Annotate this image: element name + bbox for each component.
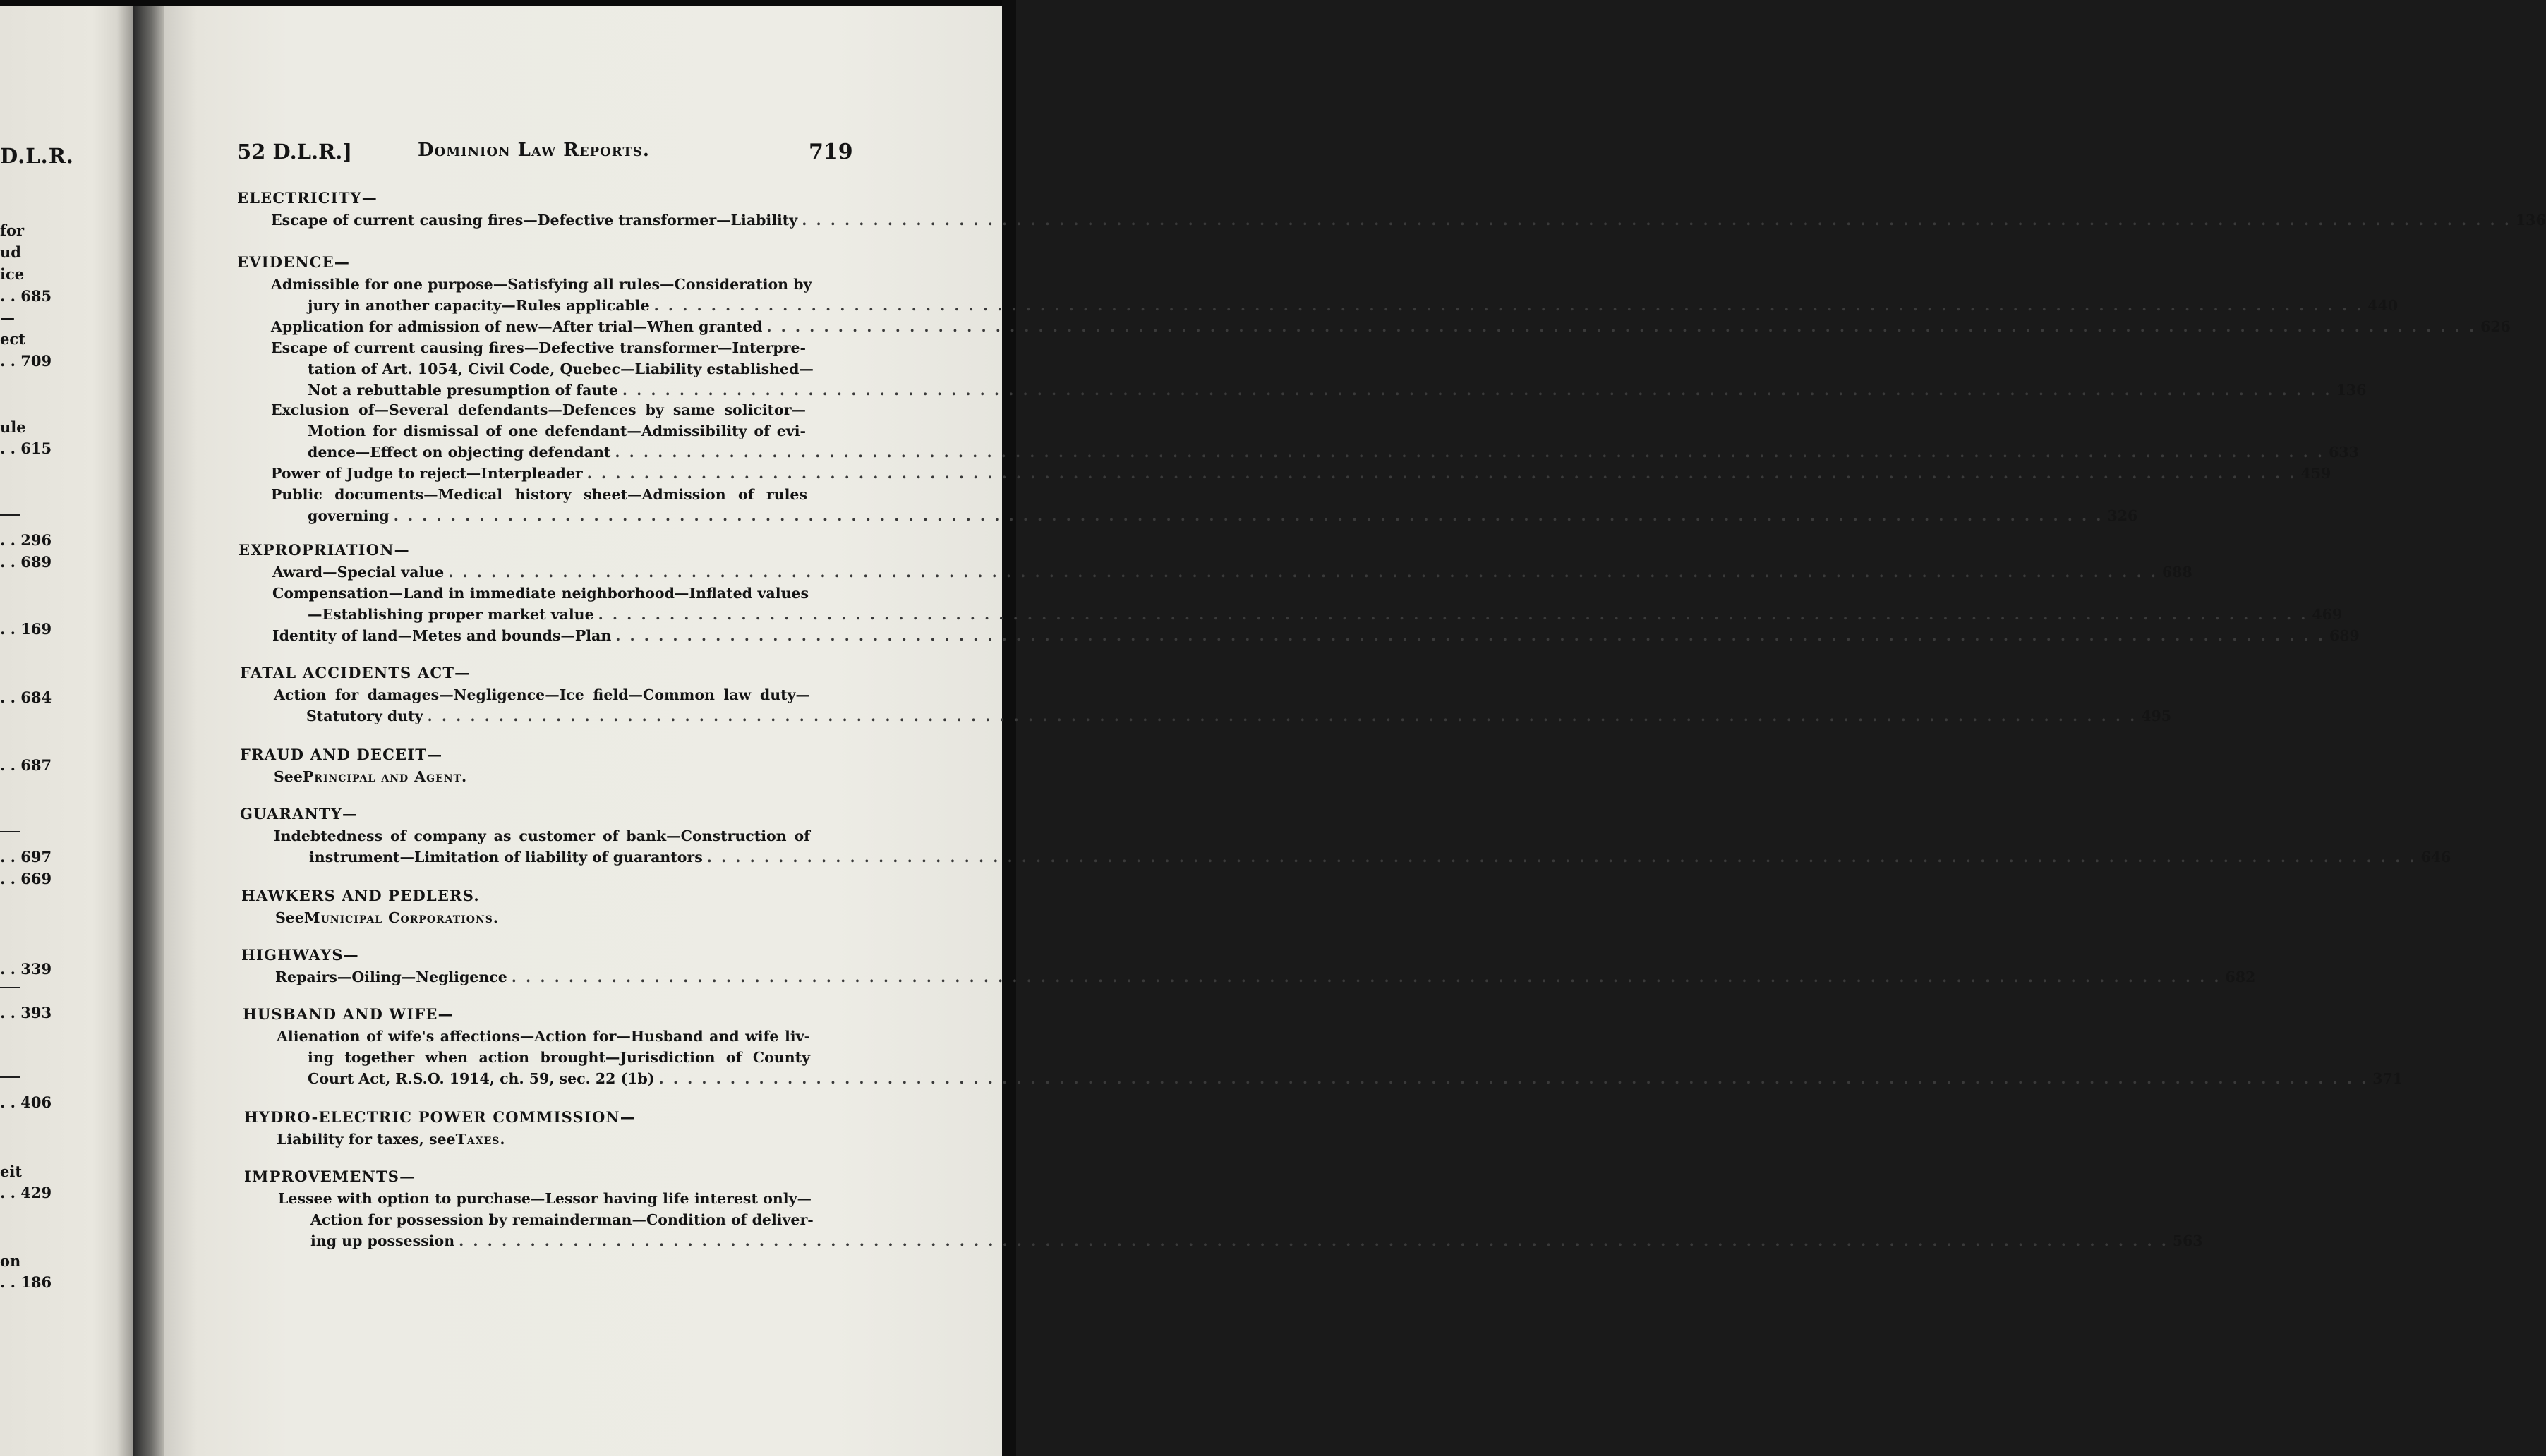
index-subentry [308,444,2359,461]
cross-reference: Principal and Agent. [302,768,468,785]
index-subentry [271,212,2546,229]
subentry-text: Escape of current causing fires—Defective transformer—Liability [271,212,798,229]
subentry-text: Power of Judge to reject—Interpleader [271,465,583,482]
page-reference: 688 [2161,564,2192,581]
dot-leader: . . . . . . . . . . . . . . . . . . . . . . . . . . . . . . . . . . . . . . . . . . . . . . . . . . . . . . . . . . . . . . . . . . . . . . . . . . . . . . . . . . . . . . . . . . . . . . . . . . . . . . . . . . . . . . . . . . . . . . . . [586,465,2297,482]
index-heading: IMPROVEMENTS— [244,1167,416,1185]
dot-leader: . . . . . . . . . . . . . . . . . . . . . . . . . . . . . . . . . . . . . . . . . . . . . . . . . . . . . . . . . . . . . . . . . . . . . . . . . . . . . . . . . . . . . . . . . . . . . . . . . . . . . . . . . . . . . . . . . . . . . . . . [448,564,2158,581]
index-subentry [308,1070,2403,1087]
subentry-text: Application for admission of new—After trial—When granted [271,318,763,335]
subentry-text: Statutory duty [306,708,423,724]
left-page-text-fragment: . . 689 [0,553,52,571]
left-page-text-fragment: . . 669 [0,870,52,887]
subentry-text: governing [308,507,390,524]
dot-leader: . . . . . . . . . . . . . . . . . . . . . . . . . . . . . . . . . . . . . . . . . . . . . . . . . . . . . . . . . . . . . . . . . . . . . . . . . . . . . . . . . . . . . . . . . . . . . . . . . . . . . . . . . . . . . . . . . . . . . . . . [766,318,2477,335]
dot-leader: . . . . . . . . . . . . . . . . . . . . . . . . . . . . . . . . . . . . . . . . . . . . . . . . . . . . . . . . . . . . . . . . . . . . . . . . . . . . . . . . . . . . . . . . . . . . . . . . . . . . . . . . . . . . . . . . . . . . . . . . [459,1232,2168,1249]
index-subentry [277,1028,810,1045]
index-subentry [271,318,2511,335]
subentry-text: jury in another capacity—Rules applicable [308,297,650,314]
index-subentry [308,423,806,439]
subentry-text: dence—Effect on objecting defendant [308,444,611,461]
volume-reference: 52 D.L.R.] [237,140,353,164]
left-page-rule [0,987,20,988]
index-heading: EVIDENCE— [237,253,351,271]
dot-leader: . . . . . . . . . . . . . . . . . . . . . . . . . . . . . . . . . . . . . . . . . . . . . . . . . . . . . . . . . . . . . . . . . . . . . . . . . . . . . . . . . . . . . . . . . . . . . . . . . . . . . . . . . . . . . . . . . . . . . . . . [653,297,2364,314]
page-reference: 469 [2312,606,2343,623]
subentry-text: Public documents—Medical history sheet—Admission of rules [271,486,807,503]
page-reference: 563 [2172,1232,2203,1249]
page-reference: 495 [2141,708,2172,724]
subentry-text: —Establishing proper market value [308,606,594,623]
book-gutter [133,6,164,1456]
index-heading: ELECTRICITY— [237,189,378,207]
left-page-text-fragment: . . 697 [0,848,52,866]
index-heading: HUSBAND AND WIFE— [243,1005,454,1023]
page-reference: 136 [2336,382,2367,399]
dot-leader: . . . . . . . . . . . . . . . . . . . . . . . . . . . . . . . . . . . . . . . . . . . . . . . . . . . . . . . . . . . . . . . . . . . . . . . . . . . . . . . . . . . . . . . . . . . . . . . . . . . . . . . . . . . . . . . . . . . . . . . . [658,1070,2369,1087]
left-page-text-fragment: — [0,309,15,327]
dot-leader: . . . . . . . . . . . . . . . . . . . . . . . . . . . . . . . . . . . . . . . . . . . . . . . . . . . . . . . . . . . . . . . . . . . . . . . . . . . . . . . . . . . . . . . . . . . . . . . . . . . . . . . . . . . . . . . . . . . . . . . . [706,849,2417,866]
subentry-text: Motion for dismissal of one defendant—Admissibility of evi- [308,423,806,439]
index-heading: EXPROPRIATION— [239,541,410,559]
index-subentry [308,1049,810,1066]
index-subentry [310,1232,2203,1249]
index-subentry [278,1190,812,1207]
index-subentry [277,1131,506,1148]
index-subentry [274,686,810,703]
index-heading: HAWKERS AND PEDLERS. [241,887,480,904]
subentry-text: Liability for taxes, see [277,1131,456,1148]
left-page-text-fragment: . . 687 [0,756,52,774]
index-subentry [308,360,814,377]
dot-leader: . . . . . . . . . . . . . . . . . . . . . . . . . . . . . . . . . . . . . . . . . . . . . . . . . . . . . . . . . . . . . . . . . . . . . . . . . . . . . . . . . . . . . . . . . . . . . . . . . . . . . . . . . . . . . . . . . . . . . . . . [802,212,2511,229]
index-subentry [272,585,809,602]
left-page-text-fragment: ice [0,265,25,283]
index-subentry [308,507,2138,524]
left-page-text-fragment: . . 709 [0,352,52,370]
dot-leader: . . . . . . . . . . . . . . . . . . . . . . . . . . . . . . . . . . . . . . . . . . . . . . . . . . . . . . . . . . . . . . . . . . . . . . . . . . . . . . . . . . . . . . . . . . . . . . . . . . . . . . . . . . . . . . . . . . . . . . . . [598,606,2308,623]
left-page-text-fragment: eit [0,1163,23,1180]
index-subentry [272,627,2360,644]
cross-reference: Municipal Corporations. [303,909,499,926]
subentry-text: instrument—Limitation of liability of guarantors [309,849,703,866]
left-page-text-fragment: for [0,222,25,239]
subentry-text: Indebtedness of company as customer of bank—Construction of [274,827,810,844]
left-page-text-fragment: . . 429 [0,1184,52,1201]
index-heading: FRAUD AND DECEIT— [240,746,443,763]
left-page-text-fragment: . . 684 [0,688,52,706]
page-reference: 633 [2329,444,2359,461]
left-page-text-fragment: . . 296 [0,531,52,549]
page-reference: 626 [2480,318,2511,335]
page-reference: 689 [2329,627,2360,644]
left-page-text-fragment: ud [0,243,21,261]
index-subentry [271,339,806,356]
dot-leader: . . . . . . . . . . . . . . . . . . . . . . . . . . . . . . . . . . . . . . . . . . . . . . . . . . . . . . . . . . . . . . . . . . . . . . . . . . . . . . . . . . . . . . . . . . . . . . . . . . . . . . . . . . . . . . . . . . . . . . . . [615,627,2325,644]
index-subentry [271,401,806,418]
subentry-text: Court Act, R.S.O. 1914, ch. 59, sec. 22 (1b) [308,1070,655,1087]
dot-leader: . . . . . . . . . . . . . . . . . . . . . . . . . . . . . . . . . . . . . . . . . . . . . . . . . . . . . . . . . . . . . . . . . . . . . . . . . . . . . . . . . . . . . . . . . . . . . . . . . . . . . . . . . . . . . . . . . . . . . . . . [393,507,2104,524]
left-page-text-fragment: . . 393 [0,1004,52,1021]
index-subentry [308,606,2343,623]
left-page-text-fragment: . . 615 [0,439,52,457]
subentry-text: See [274,768,303,785]
index-subentry [309,849,2451,866]
subentry-text: Admissible for one purpose—Satisfying all rules—Consideration by [271,276,812,293]
index-subentry [308,382,2367,399]
left-page-text-fragment: ule [0,418,26,436]
index-subentry [272,564,2192,581]
running-title: Dominion Law Reports. [418,140,650,161]
left-page-text-fragment: ect [0,330,25,348]
dot-leader: . . . . . . . . . . . . . . . . . . . . . . . . . . . . . . . . . . . . . . . . . . . . . . . . . . . . . . . . . . . . . . . . . . . . . . . . . . . . . . . . . . . . . . . . . . . . . . . . . . . . . . . . . . . . . . . . . . . . . . . . [427,708,2137,724]
subentry-text: Award—Special value [272,564,445,581]
subentry-text: ing together when action brought—Jurisdiction of County [308,1049,810,1066]
subentry-text: Identity of land—Metes and bounds—Plan [272,627,612,644]
subentry-text: Compensation—Land in immediate neighborhood—Inflated values [272,585,809,602]
dot-leader: . . . . . . . . . . . . . . . . . . . . . . . . . . . . . . . . . . . . . . . . . . . . . . . . . . . . . . . . . . . . . . . . . . . . . . . . . . . . . . . . . . . . . . . . . . . . . . . . . . . . . . . . . . . . . . . . . . . . . . . . [615,444,2325,461]
dot-leader: . . . . . . . . . . . . . . . . . . . . . . . . . . . . . . . . . . . . . . . . . . . . . . . . . . . . . . . . . . . . . . . . . . . . . . . . . . . . . . . . . . . . . . . . . . . . . . . . . . . . . . . . . . . . . . . . . . . . . . . . [511,969,2221,985]
page-reference: 371 [2372,1070,2403,1087]
index-heading: FATAL ACCIDENTS ACT— [240,664,471,681]
left-page-fragment [0,6,133,1456]
left-page-text-fragment: . . 406 [0,1093,52,1111]
left-page-text-fragment: . . 186 [0,1273,52,1291]
subentry-text: Action for possession by remainderman—Condition of deliver- [310,1211,814,1228]
subentry-text: Action for damages—Negligence—Ice field—Common law duty— [274,686,810,703]
dot-leader: . . . . . . . . . . . . . . . . . . . . . . . . . . . . . . . . . . . . . . . . . . . . . . . . . . . . . . . . . . . . . . . . . . . . . . . . . . . . . . . . . . . . . . . . . . . . . . . . . . . . . . . . . . . . . . . . . . . . . . . . [622,382,2332,399]
index-heading: HIGHWAYS— [241,946,359,964]
index-subentry [271,276,812,293]
index-subentry [271,465,2331,482]
left-page-text-fragment: . . 169 [0,620,52,638]
left-page-text-fragment: on [0,1252,21,1270]
index-subentry [310,1211,812,1228]
subentry-text: ing up possession [310,1232,455,1249]
subentry-text: See [275,909,304,926]
cross-reference: Taxes. [455,1131,506,1148]
left-page-rule [0,831,20,832]
page-reference: 459 [2300,465,2331,482]
left-page-rule [0,514,20,516]
index-subentry [274,827,810,844]
page-reference: 440 [2367,297,2399,314]
left-page-text-fragment: . . 339 [0,960,52,978]
index-subentry [271,486,807,503]
left-page-header: D.L.R. [0,144,74,168]
subentry-text: Escape of current causing fires—Defective transformer—Interpre- [271,339,806,356]
subentry-text: Exclusion of—Several defendants—Defences by same solicitor— [271,401,806,418]
page-reference: 646 [2420,849,2451,866]
subentry-text: Lessee with option to purchase—Lessor having life interest only— [278,1190,812,1207]
left-page-text-fragment: . . 685 [0,287,52,305]
subentry-text: Repairs—Oiling—Negligence [275,969,507,985]
page-reference: 682 [2225,969,2256,985]
subentry-text: Not a rebuttable presumption of faute [308,382,618,399]
index-heading: GUARANTY— [240,805,358,823]
page-number: 719 [809,140,853,164]
left-page-rule [0,1076,20,1078]
page-reference: 136 [2515,212,2546,229]
subentry-text: tation of Art. 1054, Civil Code, Quebec—Liability established— [308,360,814,377]
index-subentry [274,768,467,785]
index-subentry [308,297,2399,314]
subentry-text: Alienation of wife's affections—Action for—Husband and wife liv- [277,1028,810,1045]
index-heading: HYDRO-ELECTRIC POWER COMMISSION— [244,1108,636,1126]
index-subentry [275,969,2256,985]
index-subentry [275,909,499,926]
index-subentry [306,708,2172,724]
page-reference: 326 [2107,507,2138,524]
